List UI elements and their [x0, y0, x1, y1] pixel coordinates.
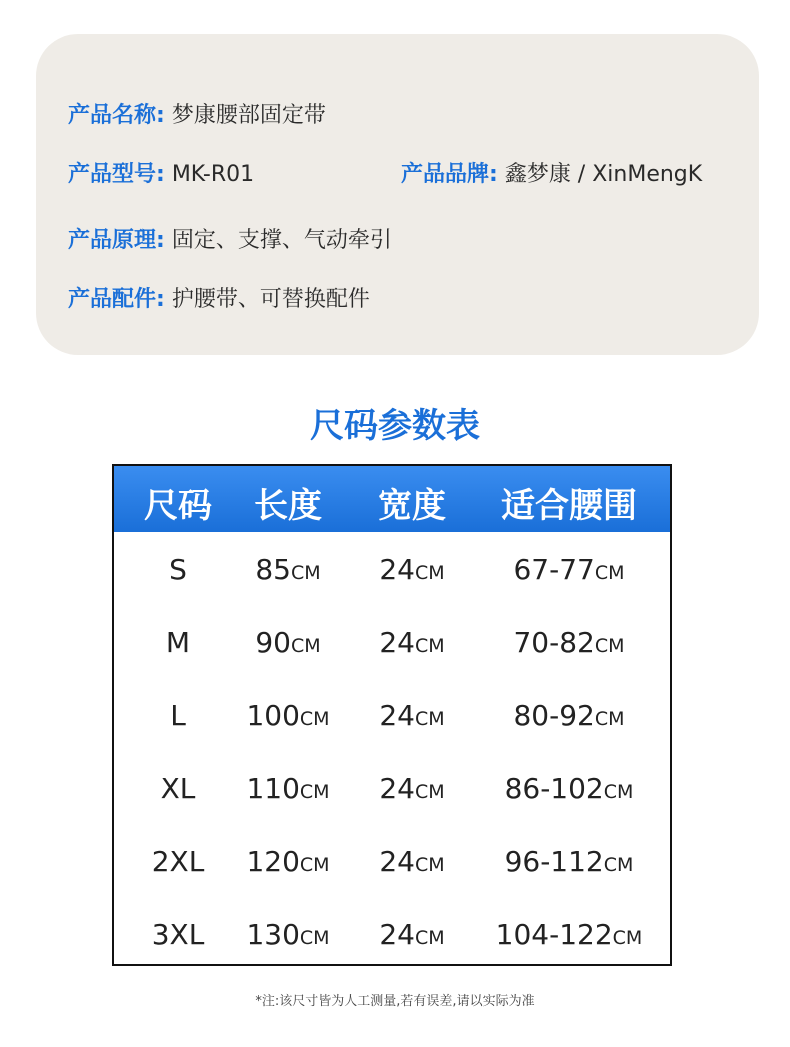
table-cell-length [246, 699, 329, 732]
table-cell-width [379, 699, 444, 732]
product-model-label: 产品型号: [68, 162, 165, 187]
table-header [114, 466, 670, 532]
product-principle-value: 固定、支撑、气动牵引 [171, 228, 392, 253]
table-cell-size [152, 918, 205, 951]
cell-value: 90 [255, 626, 291, 659]
product-brand-value: 鑫梦康 / XinMengK [504, 162, 703, 187]
unit-label: CM [414, 781, 445, 803]
table-cell-length [255, 626, 320, 659]
product-brand-label: 产品品牌: [401, 162, 498, 187]
table-cell-length [255, 553, 320, 586]
cell-value: 24 [379, 553, 415, 586]
cell-value: 86-102 [504, 772, 604, 805]
table-cell-length [246, 918, 329, 951]
product-model-row [68, 157, 254, 188]
table-cell-width [379, 553, 444, 586]
unit-label: CM [594, 562, 625, 584]
table-cell-width [379, 772, 444, 805]
header-size: 尺码 [144, 486, 212, 526]
unit-label: CM [414, 708, 445, 730]
table-cell-waist [513, 553, 624, 586]
unit-label: CM [414, 927, 445, 949]
table-cell-size [152, 845, 205, 878]
cell-value: XL [160, 772, 196, 805]
product-brand-row [401, 157, 702, 188]
header-width: 宽度 [378, 486, 446, 526]
cell-value: M [165, 626, 191, 659]
header-length: 长度 [254, 486, 322, 526]
cell-value: 104-122 [495, 918, 613, 951]
cell-value: 67-77 [513, 553, 595, 586]
cell-value: 3XL [151, 918, 205, 951]
table-cell-waist [513, 699, 624, 732]
unit-label: CM [612, 927, 643, 949]
cell-value: 2XL [151, 845, 205, 878]
cell-value: 80-92 [513, 699, 595, 732]
cell-value: 24 [379, 699, 415, 732]
cell-value: L [170, 699, 186, 732]
unit-label: CM [414, 854, 445, 876]
table-cell-size [161, 772, 196, 805]
table-cell-width [379, 918, 444, 951]
cell-value: 110 [246, 772, 300, 805]
unit-label: CM [299, 854, 330, 876]
table-cell-width [379, 845, 444, 878]
unit-label: CM [299, 781, 330, 803]
table-cell-size [170, 699, 186, 732]
header-waist: 适合腰围 [501, 486, 637, 526]
product-name-value: 梦康腰部固定带 [171, 103, 326, 128]
cell-value: 120 [246, 845, 300, 878]
cell-value: 24 [379, 626, 415, 659]
product-name-row [68, 98, 326, 129]
cell-value: 85 [255, 553, 291, 586]
table-cell-waist [496, 918, 643, 951]
unit-label: CM [414, 562, 445, 584]
size-table [112, 464, 672, 966]
cell-value: 96-112 [504, 845, 604, 878]
size-chart-title: 尺码参数表 [310, 406, 480, 446]
table-cell-waist [513, 626, 624, 659]
table-cell-size [169, 553, 187, 586]
measurement-note: *注:该尺寸皆为人工测量,若有误差,请以实际为准 [255, 994, 535, 1009]
cell-value: 24 [379, 845, 415, 878]
product-principle-row [68, 223, 392, 254]
product-accessory-value: 护腰带、可替换配件 [171, 287, 370, 312]
cell-value: 70-82 [513, 626, 595, 659]
table-cell-size [166, 626, 190, 659]
table-cell-waist [505, 845, 634, 878]
product-name-label: 产品名称: [68, 103, 165, 128]
unit-label: CM [414, 635, 445, 657]
product-principle-label: 产品原理: [68, 228, 165, 253]
product-info-card [36, 34, 759, 355]
unit-label: CM [290, 635, 321, 657]
unit-label: CM [594, 708, 625, 730]
cell-value: 100 [246, 699, 300, 732]
product-accessory-label: 产品配件: [68, 287, 165, 312]
table-cell-length [246, 845, 329, 878]
unit-label: CM [290, 562, 321, 584]
table-cell-waist [505, 772, 634, 805]
unit-label: CM [299, 708, 330, 730]
unit-label: CM [299, 927, 330, 949]
table-cell-length [246, 772, 329, 805]
cell-value: S [169, 553, 187, 586]
unit-label: CM [603, 781, 634, 803]
unit-label: CM [603, 854, 634, 876]
product-accessory-row [68, 282, 370, 313]
unit-label: CM [594, 635, 625, 657]
cell-value: 24 [379, 918, 415, 951]
cell-value: 130 [246, 918, 300, 951]
table-cell-width [379, 626, 444, 659]
product-model-value: MK-R01 [171, 162, 255, 187]
cell-value: 24 [379, 772, 415, 805]
